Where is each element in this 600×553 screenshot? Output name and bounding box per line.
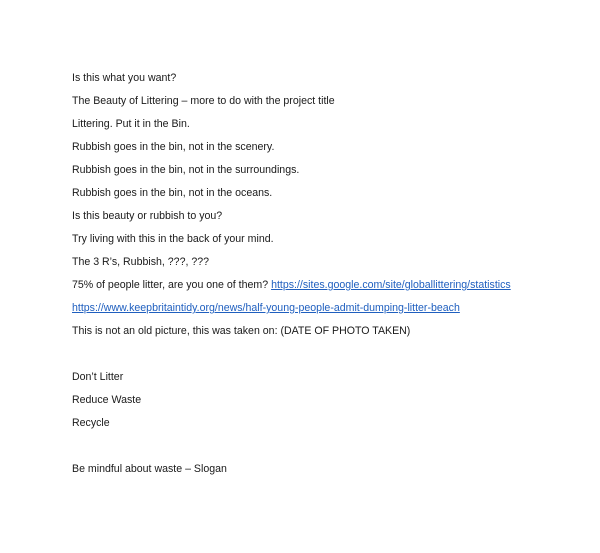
statistics-link[interactable]: https://sites.google.com/site/globallittering/statistics <box>271 279 511 291</box>
photo-note: This is not an old picture, this was taken on: (DATE OF PHOTO TAKEN) <box>72 325 411 337</box>
action-item-dont-litter: Don’t Litter <box>72 371 124 383</box>
text-line: Is this beauty or rubbish to you? <box>72 210 223 222</box>
action-item-reduce-waste: Reduce Waste <box>72 394 142 406</box>
news-link[interactable]: https://www.keepbritaintidy.org/news/half-young-people-admit-dumping-litter-beach <box>72 302 460 314</box>
text-line: Is this what you want? <box>72 72 177 84</box>
text-line: Littering. Put it in the Bin. <box>72 118 190 130</box>
text-line: Rubbish goes in the bin, not in the scenery. <box>72 141 275 153</box>
news-link-line <box>72 301 460 315</box>
statistics-text: 75% of people litter, are you one of them? <box>72 279 272 291</box>
text-line: The Beauty of Littering – more to do with the project title <box>72 95 335 107</box>
text-line: Rubbish goes in the bin, not in the surroundings. <box>72 164 300 176</box>
action-item-recycle: Recycle <box>72 417 110 429</box>
text-line: Rubbish goes in the bin, not in the oceans. <box>72 187 273 199</box>
text-line: The 3 R’s, Rubbish, ???, ??? <box>72 256 210 268</box>
slogan: Be mindful about waste – Slogan <box>72 463 227 475</box>
statistics-line <box>72 278 511 292</box>
text-line: Try living with this in the back of your mind. <box>72 233 274 245</box>
